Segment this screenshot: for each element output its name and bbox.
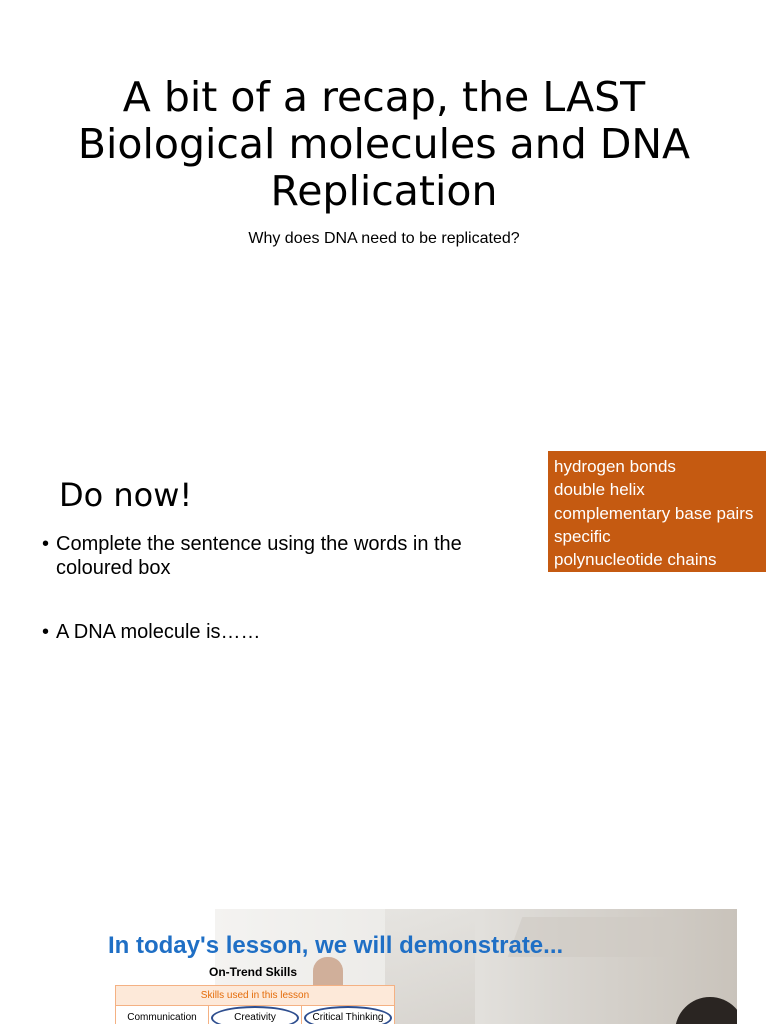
word-bank-item: hydrogen bonds [554, 457, 676, 476]
skill-label: Critical Thinking [312, 1011, 384, 1023]
bullet-dot-icon: • [42, 533, 50, 555]
skill-label: Creativity [234, 1011, 276, 1023]
lesson-heading: In today's lesson, we will demonstrate... [108, 932, 564, 959]
bullet-text: A DNA molecule is…… [56, 621, 261, 643]
bullet-item [42, 532, 512, 580]
highlight-circle-icon [211, 1006, 299, 1024]
skills-subtitle: Skills used in this lesson [116, 986, 395, 1006]
slide-subtitle: Why does DNA need to be replicated? [248, 230, 520, 247]
bullet-dot-icon: • [42, 621, 50, 643]
skill-label: Communication [127, 1011, 197, 1023]
do-now-heading: Do now! [59, 476, 193, 514]
skill-cell [116, 1006, 209, 1024]
bullet-text: Complete the sentence using the words in the coloured box [56, 533, 462, 579]
skill-cell [209, 1006, 302, 1024]
skills-title: On-Trend Skills [209, 965, 298, 979]
word-bank-item: complementary base pairs [554, 503, 754, 523]
word-bank-item: double helix [554, 480, 645, 500]
highlight-circle-icon [304, 1006, 392, 1024]
skills-table [115, 985, 395, 1024]
slide-title: A bit of a recap, the LAST Biological molecules and DNA Replication [77, 73, 691, 215]
bullet-item [42, 620, 512, 644]
word-bank-item: specific [554, 526, 611, 546]
word-bank-box [548, 451, 766, 572]
lesson-slide [0, 900, 768, 1024]
word-bank-item: polynucleotide chains [554, 550, 717, 570]
skill-cell [302, 1006, 395, 1024]
